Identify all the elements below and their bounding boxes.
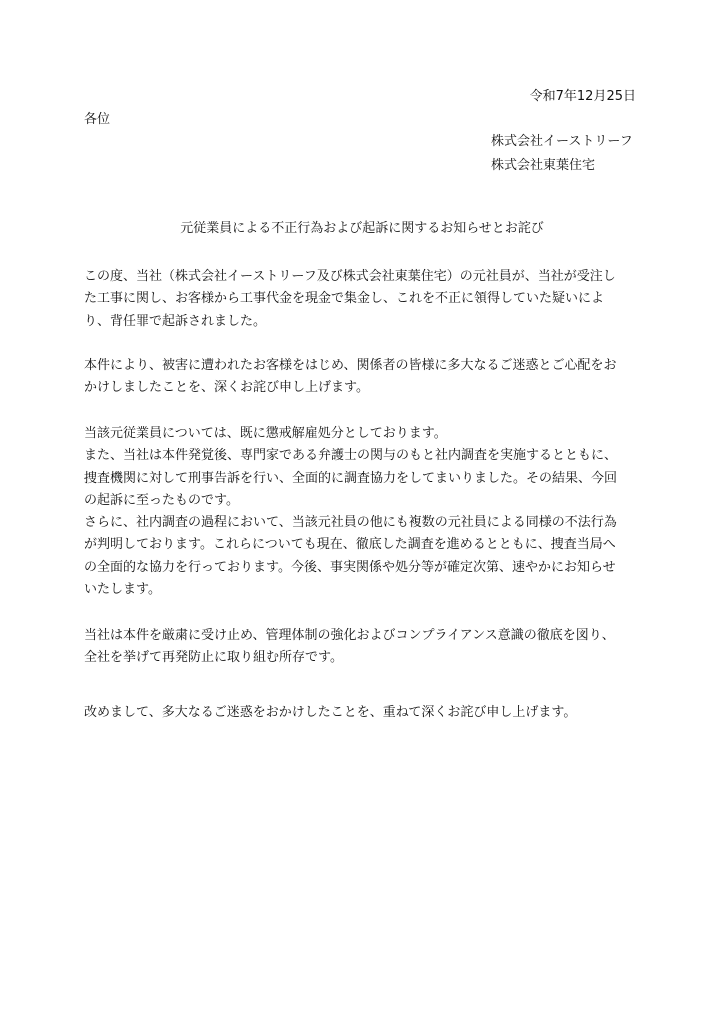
paragraph-line: た工事に関し、お客様から工事代金を現金で集金し、これを不正に領得していた疑いによ bbox=[84, 291, 605, 307]
paragraph-line: り、背任罪で起訴されました。 bbox=[84, 313, 267, 329]
paragraph-line: 捜査機関に対して刑事告訴を行い、全面的に調査協力をしてまいりました。その結果、今回 bbox=[84, 470, 618, 486]
paragraph-line: さらに、社内調査の過程において、当該元社員の他にも複数の元社員による同様の不法行為 bbox=[84, 515, 617, 531]
paragraph-line: 当社は本件を厳粛に受け止め、管理体制の強化およびコンプライアンス意識の徹底を図り、 bbox=[84, 628, 615, 643]
paragraph-line: 当該元従業員については、既に懲戒解雇処分としております。 bbox=[84, 426, 447, 441]
sender-company-toyo-jutaku: 株式会社東葉住宅 bbox=[491, 158, 596, 173]
paragraph-prevention bbox=[84, 625, 640, 670]
addressee: 各位 bbox=[84, 112, 111, 127]
paragraph-incident bbox=[84, 266, 640, 333]
paragraph-line: 改めまして、多大なるご迷惑をおかけしたことを、重ねて深くお詫び申し上げます。 bbox=[84, 705, 577, 720]
paragraph-line: の起訴に至ったものです。 bbox=[84, 492, 239, 508]
paragraph-line: が判明しております。これらについても現在、徹底した調査を進めるとともに、捜査当局へ bbox=[84, 537, 616, 553]
paragraph-line: また、当社は本件発覚後、専門家である弁護士の関与のもと社内調査を実施するとともに、 bbox=[84, 448, 618, 464]
paragraph-response bbox=[84, 423, 640, 601]
paragraph-apology bbox=[84, 355, 640, 400]
notice-title: 元従業員による不正行為および起訴に関するお知らせとお詫び bbox=[180, 221, 544, 236]
paragraph-line: 本件により、被害に遭われたお客様をはじめ、関係者の皆様に多大なるご迷惑とご心配をお bbox=[84, 358, 617, 373]
paragraph-line: かけしましたことを、深くお詫び申し上げます。 bbox=[84, 380, 369, 396]
sender-company-eastleaf: 株式会社イーストリーフ bbox=[491, 134, 633, 149]
paragraph-closing bbox=[84, 702, 640, 724]
document-date: 令和7年12月25日 bbox=[529, 89, 636, 104]
paragraph-line: この度、当社（株式会社イーストリーフ及び株式会社東葉住宅）の元社員が、当社が受注し bbox=[84, 269, 616, 284]
paragraph-line: いたします。 bbox=[84, 582, 161, 598]
sender-block bbox=[491, 130, 633, 178]
paragraph-line: 全社を挙げて再発防止に取り組む所存です。 bbox=[84, 650, 343, 666]
paragraph-line: の全面的な協力を行っております。今後、事実関係や処分等が確定次第、速やかにお知らせ bbox=[84, 559, 616, 575]
